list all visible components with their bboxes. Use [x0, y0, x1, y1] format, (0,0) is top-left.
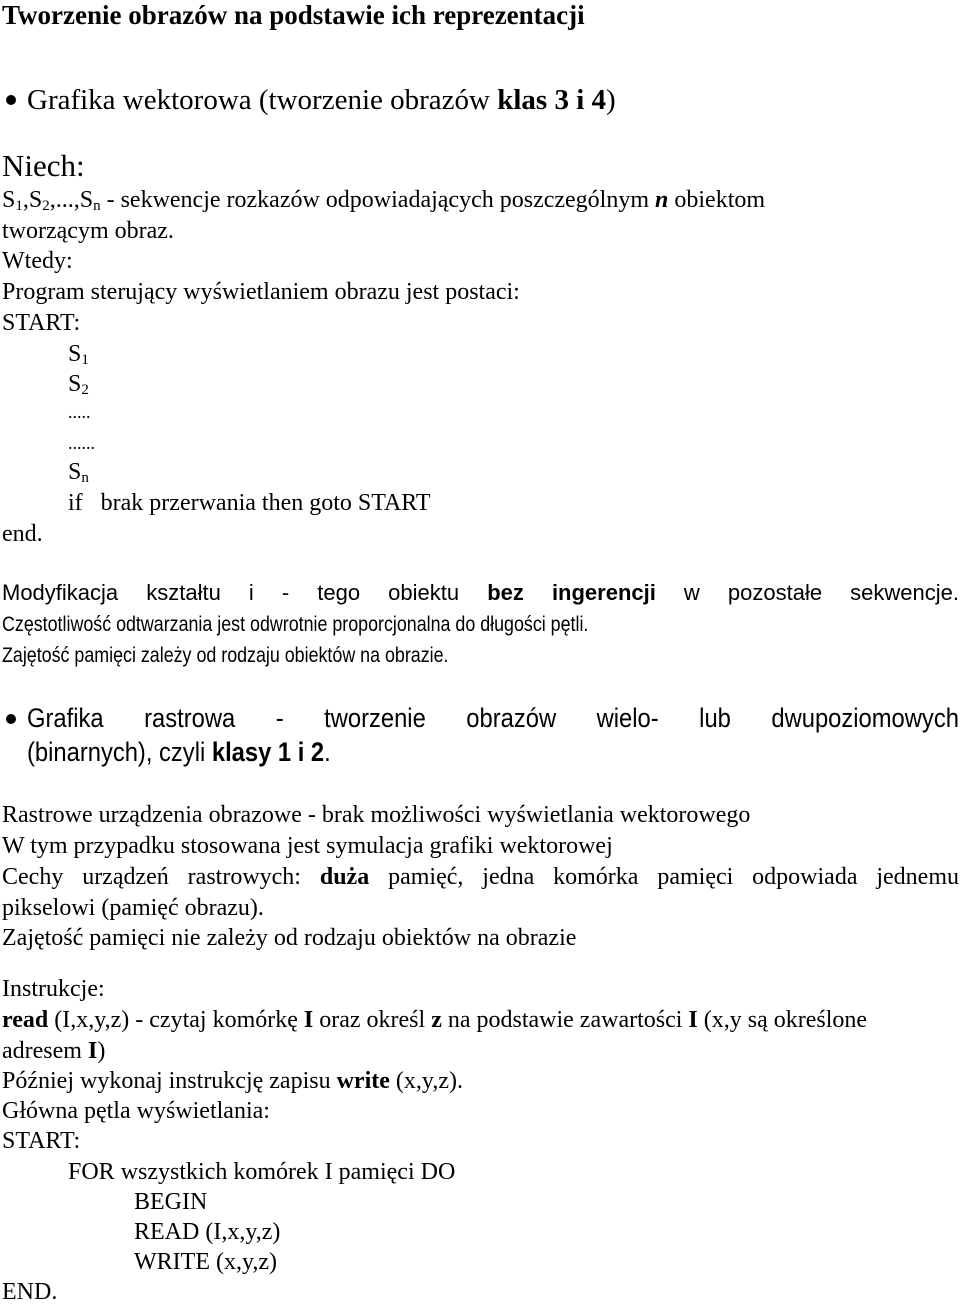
comma: , — [22, 187, 29, 213]
vector-heading-bold: klas 3 i 4 — [497, 84, 607, 116]
raster-heading-end: . — [324, 737, 331, 767]
raster-heading: Grafika rastrowa - tworzenie obrazów wielo- lub dwupoziomowych — [27, 703, 959, 733]
read2-text: adresem — [2, 1038, 88, 1064]
raster-p2: W tym przypadku stosowana jest symulacja grafiki wektorowej — [2, 833, 613, 859]
s-letter: S — [28, 187, 43, 213]
start-label: START: — [2, 310, 81, 336]
frequency-line: Częstotliwość odtwarzania jest odwrotnie proporcjonalna do długości pętli. — [2, 613, 589, 636]
raster-p3-bold: duża — [319, 864, 370, 890]
modification-line — [2, 582, 959, 604]
n-variable: n — [655, 187, 669, 213]
sub-1: 1 — [15, 198, 23, 214]
read-line — [2, 1008, 867, 1032]
sequence-line — [2, 188, 765, 214]
loop-label: Główna pętla wyświetlania: — [2, 1098, 270, 1124]
write-line — [2, 1069, 463, 1093]
raster-p3b: pikselowi (pamięć obrazu). — [2, 895, 264, 921]
read-text-2: oraz określ — [313, 1007, 432, 1033]
s-letter: S — [68, 459, 82, 485]
sub-n: n — [93, 198, 101, 214]
write-text: Później wykonaj instrukcję zapisu — [2, 1068, 337, 1094]
begin-line: BEGIN — [134, 1189, 208, 1215]
raster-p3-end: pamięć, jedna komórka pamięci odpowiada jednemu — [369, 864, 959, 890]
raster-p1: Rastrowe urządzenia obrazowe - brak możliwości wyświetlania wektorowego — [2, 802, 751, 828]
sub-2: 2 — [81, 382, 89, 398]
read2-bold: I — [87, 1038, 98, 1064]
dots-line-1: ..... — [68, 402, 91, 422]
sub-2: 2 — [42, 198, 50, 214]
s-letter: S — [68, 371, 82, 397]
read-text-3: na podstawie zawartości — [441, 1007, 689, 1033]
read-text-1: (I,x,y,z) - czytaj komórkę — [48, 1007, 304, 1033]
for-line: FOR wszystkich komórek I pamięci DO — [68, 1159, 456, 1185]
s1-line — [68, 342, 89, 368]
vector-heading — [27, 86, 616, 115]
s-letter: S — [79, 187, 94, 213]
wtedy-label: Wtedy: — [2, 248, 73, 274]
sub-n: n — [81, 470, 89, 486]
write-text-end: (x,y,z). — [389, 1068, 463, 1094]
s-letter: S — [2, 187, 16, 213]
start-label-2: START: — [2, 1128, 81, 1154]
read-keyword: read — [2, 1007, 49, 1033]
modification-text-end: w pozostałe sekwencje. — [655, 580, 959, 605]
raster-p3-text: Cechy urządzeń rastrowych: — [2, 864, 320, 890]
page-title: Tworzenie obrazów na podstawie ich reprezentacji — [2, 0, 585, 30]
read-command-line: READ (I,x,y,z) — [134, 1219, 281, 1245]
end-label: end. — [2, 521, 43, 547]
raster-heading-2 — [27, 739, 331, 766]
read-text-4: (x,y są określone — [697, 1007, 868, 1033]
sequence-line-2: tworzącym obraz. — [2, 218, 174, 244]
program-line: Program sterujący wyświetlaniem obrazu jest postaci: — [2, 279, 520, 305]
read-bold-i2: I — [688, 1007, 698, 1033]
raster-heading-text: (binarnych), czyli — [27, 737, 212, 767]
write-keyword: write — [336, 1068, 390, 1094]
s2-line — [68, 372, 89, 398]
if-line: if brak przerwania then goto START — [68, 490, 431, 516]
bullet-icon — [6, 95, 16, 105]
end-label-2: END. — [2, 1279, 58, 1305]
read-line-2 — [2, 1039, 105, 1063]
modification-bold: bez ingerencji — [487, 580, 656, 605]
bullet-icon — [6, 714, 16, 724]
raster-heading-bold: klasy 1 i 2 — [211, 737, 325, 767]
raster-p3 — [2, 865, 959, 889]
memory-line: Zajętość pamięci zależy od rodzaju obiektów na obrazie. — [2, 644, 449, 667]
modification-text: Modyfikacja kształtu i - tego obiektu — [2, 580, 488, 605]
vector-heading-text: Grafika wektorowa (tworzenie obrazów — [27, 84, 498, 116]
read2-end: ) — [97, 1038, 106, 1064]
sub-1: 1 — [81, 352, 89, 368]
sequence-text-end: obiektom — [668, 187, 766, 213]
dots-line-2: ...... — [68, 433, 95, 453]
read-bold-i: I — [303, 1007, 314, 1033]
s-letter: S — [68, 341, 82, 367]
sequence-text: - sekwencje rozkazów odpowiadających poszczególnym — [100, 187, 656, 213]
dots: ,..., — [49, 187, 80, 213]
raster-p4: Zajętość pamięci nie zależy od rodzaju obiektów na obrazie — [2, 925, 577, 951]
sn-line — [68, 460, 89, 486]
niech-label: Niech: — [2, 148, 85, 183]
read-bold-z: z — [431, 1007, 442, 1033]
write-command-line: WRITE (x,y,z) — [134, 1249, 278, 1275]
instructions-label: Instrukcje: — [2, 976, 105, 1002]
vector-heading-suffix: ) — [606, 84, 616, 116]
